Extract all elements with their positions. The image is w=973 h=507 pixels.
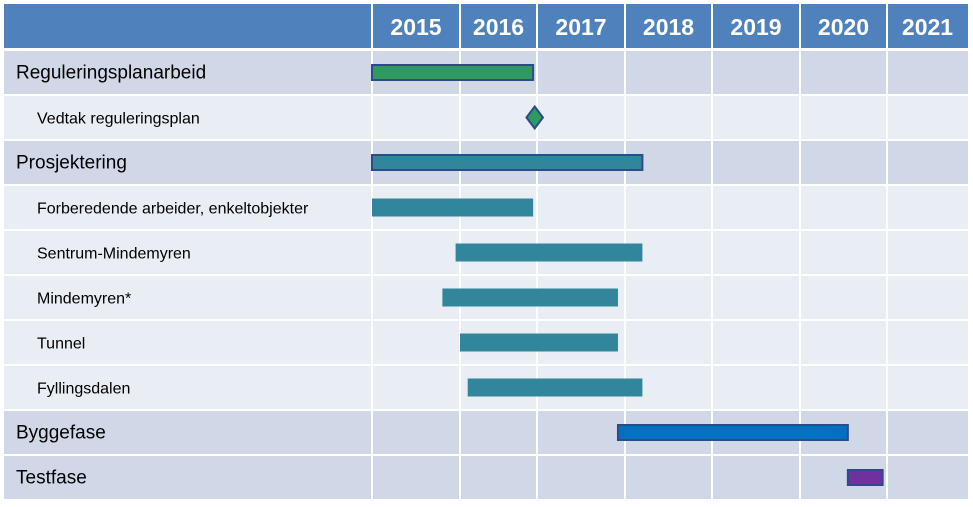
year-label-2020: 2020 [817, 14, 870, 40]
task-label: Mindemyren* [37, 290, 132, 308]
year-label-2018: 2018 [642, 14, 695, 40]
task-label: Sentrum-Mindemyren [37, 245, 191, 263]
year-label-2021: 2021 [901, 14, 954, 40]
gantt-bar [372, 65, 533, 80]
task-label: Vedtak reguleringsplan [37, 110, 200, 128]
year-label-2015: 2015 [390, 14, 442, 40]
task-label: Forberedende arbeider, enkeltobjekter [37, 200, 309, 218]
gantt-bar [456, 244, 643, 262]
gantt-bar [442, 289, 618, 307]
task-label: Prosjektering [16, 152, 127, 174]
task-label: Fyllingsdalen [37, 380, 131, 398]
year-label-2016: 2016 [472, 14, 525, 40]
task-label: Tunnel [37, 335, 86, 353]
task-label: Reguleringsplanarbeid [16, 62, 207, 84]
year-label-2017: 2017 [555, 14, 607, 40]
gantt-bar [372, 155, 642, 170]
task-label: Byggefase [16, 422, 106, 444]
gantt-bar [618, 425, 848, 440]
table-row [4, 455, 968, 500]
gantt-bar [848, 470, 883, 485]
task-label: Testfase [16, 467, 87, 489]
gantt-bar [468, 379, 643, 397]
gantt-bar [372, 199, 533, 217]
year-header [4, 4, 968, 48]
year-label-2019: 2019 [730, 14, 782, 40]
gantt-bar [460, 334, 618, 352]
